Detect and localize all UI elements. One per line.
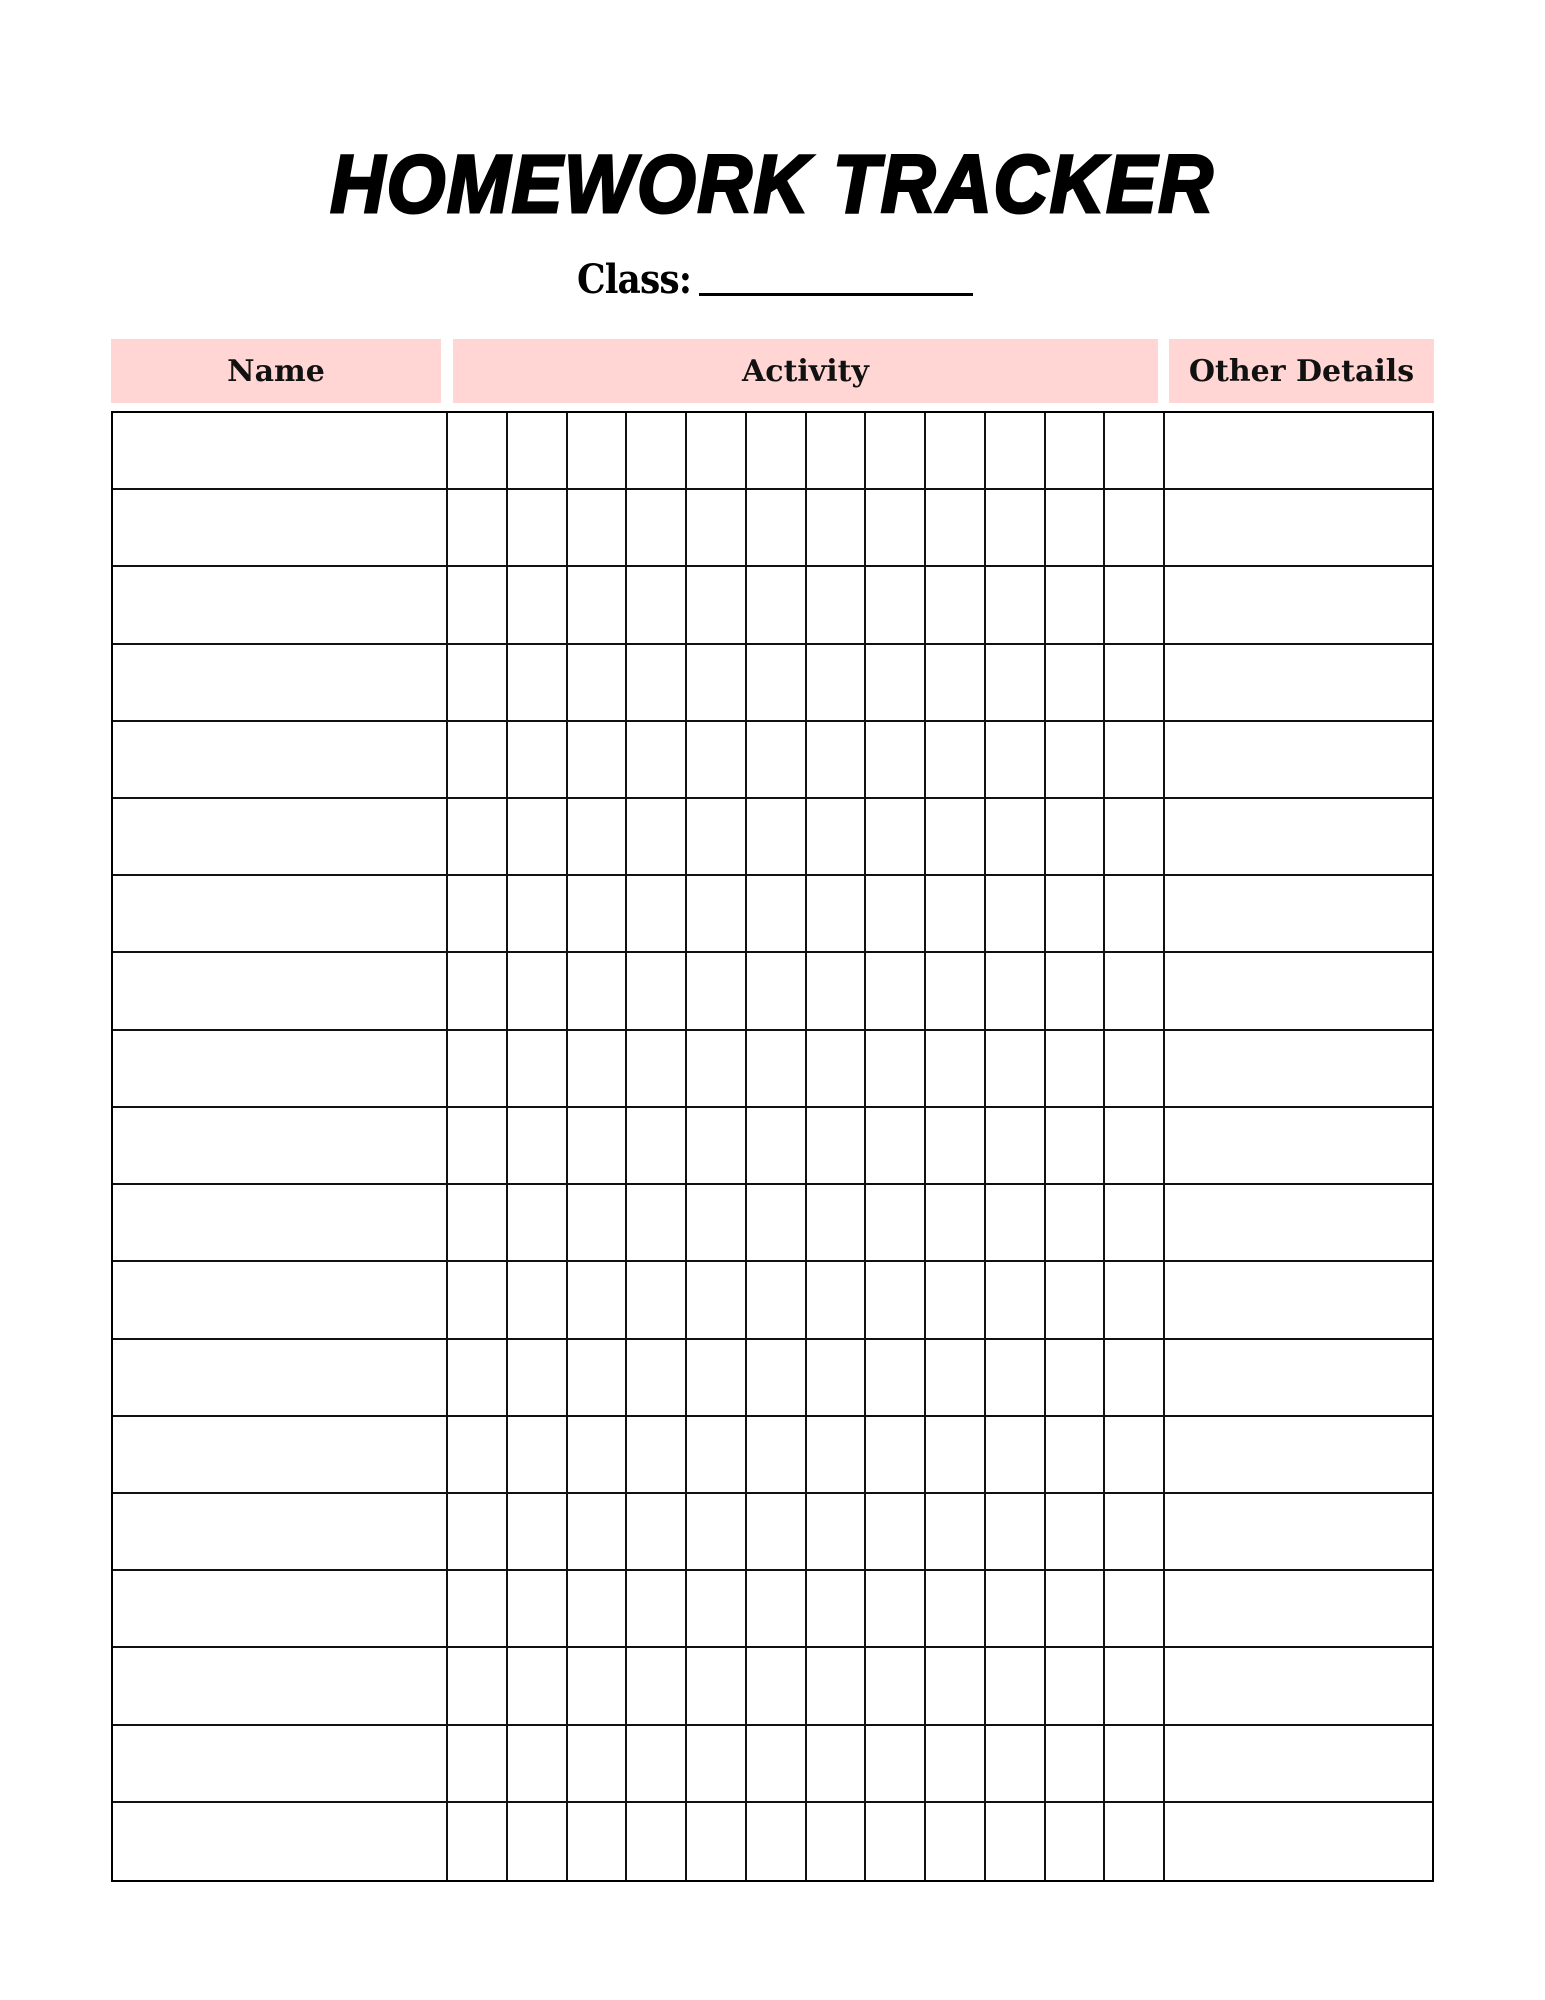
activity-cell[interactable] — [986, 953, 1046, 1030]
activity-cell[interactable] — [627, 722, 687, 799]
activity-cell[interactable] — [1105, 490, 1165, 567]
activity-cell[interactable] — [807, 1262, 867, 1339]
activity-cell[interactable] — [627, 1648, 687, 1725]
activity-cell[interactable] — [627, 1108, 687, 1185]
activity-cell[interactable] — [508, 413, 568, 490]
activity-cell[interactable] — [1105, 645, 1165, 722]
details-cell[interactable] — [1165, 799, 1432, 876]
activity-cell[interactable] — [448, 1108, 508, 1185]
activity-cell[interactable] — [866, 567, 926, 644]
activity-cell[interactable] — [1046, 413, 1106, 490]
activity-cell[interactable] — [986, 1494, 1046, 1571]
activity-cell[interactable] — [807, 1031, 867, 1108]
activity-cell[interactable] — [448, 1494, 508, 1571]
activity-cell[interactable] — [508, 799, 568, 876]
details-cell[interactable] — [1165, 1648, 1432, 1725]
activity-cell[interactable] — [866, 1417, 926, 1494]
name-cell[interactable] — [113, 1803, 448, 1880]
activity-cell[interactable] — [926, 1185, 986, 1262]
name-cell[interactable] — [113, 1262, 448, 1339]
activity-cell[interactable] — [986, 1185, 1046, 1262]
activity-cell[interactable] — [687, 1417, 747, 1494]
activity-cell[interactable] — [1046, 1417, 1106, 1494]
activity-cell[interactable] — [508, 1803, 568, 1880]
activity-cell[interactable] — [687, 722, 747, 799]
activity-cell[interactable] — [1105, 1803, 1165, 1880]
activity-cell[interactable] — [508, 645, 568, 722]
activity-cell[interactable] — [986, 490, 1046, 567]
activity-cell[interactable] — [986, 413, 1046, 490]
activity-cell[interactable] — [747, 645, 807, 722]
activity-cell[interactable] — [1046, 1031, 1106, 1108]
activity-cell[interactable] — [508, 1031, 568, 1108]
activity-cell[interactable] — [926, 722, 986, 799]
activity-cell[interactable] — [926, 1803, 986, 1880]
activity-cell[interactable] — [627, 876, 687, 953]
activity-cell[interactable] — [687, 1571, 747, 1648]
details-cell[interactable] — [1165, 953, 1432, 1030]
activity-cell[interactable] — [866, 1031, 926, 1108]
activity-cell[interactable] — [1105, 1571, 1165, 1648]
activity-cell[interactable] — [687, 1803, 747, 1880]
activity-cell[interactable] — [866, 413, 926, 490]
activity-cell[interactable] — [807, 1571, 867, 1648]
activity-cell[interactable] — [986, 1726, 1046, 1803]
activity-cell[interactable] — [568, 1648, 628, 1725]
name-cell[interactable] — [113, 953, 448, 1030]
activity-cell[interactable] — [448, 1648, 508, 1725]
activity-cell[interactable] — [568, 876, 628, 953]
activity-cell[interactable] — [448, 799, 508, 876]
activity-cell[interactable] — [926, 413, 986, 490]
activity-cell[interactable] — [627, 567, 687, 644]
activity-cell[interactable] — [807, 799, 867, 876]
activity-cell[interactable] — [627, 1803, 687, 1880]
details-cell[interactable] — [1165, 1262, 1432, 1339]
activity-cell[interactable] — [747, 490, 807, 567]
activity-cell[interactable] — [448, 1571, 508, 1648]
activity-cell[interactable] — [508, 953, 568, 1030]
details-cell[interactable] — [1165, 490, 1432, 567]
activity-cell[interactable] — [866, 1340, 926, 1417]
activity-cell[interactable] — [1046, 1262, 1106, 1339]
activity-cell[interactable] — [986, 1108, 1046, 1185]
activity-cell[interactable] — [807, 876, 867, 953]
activity-cell[interactable] — [747, 1031, 807, 1108]
activity-cell[interactable] — [508, 1417, 568, 1494]
activity-cell[interactable] — [807, 413, 867, 490]
activity-cell[interactable] — [747, 1726, 807, 1803]
activity-cell[interactable] — [807, 567, 867, 644]
activity-cell[interactable] — [568, 1031, 628, 1108]
activity-cell[interactable] — [986, 1417, 1046, 1494]
activity-cell[interactable] — [568, 953, 628, 1030]
page-title: HOMEWORK TRACKER — [330, 139, 1215, 230]
details-cell[interactable] — [1165, 645, 1432, 722]
activity-cell[interactable] — [1105, 722, 1165, 799]
activity-cell[interactable] — [568, 413, 628, 490]
activity-cell[interactable] — [448, 1185, 508, 1262]
activity-cell[interactable] — [508, 1648, 568, 1725]
activity-cell[interactable] — [866, 1803, 926, 1880]
activity-cell[interactable] — [568, 567, 628, 644]
activity-cell[interactable] — [866, 645, 926, 722]
activity-cell[interactable] — [926, 1571, 986, 1648]
activity-cell[interactable] — [747, 567, 807, 644]
name-cell[interactable] — [113, 1417, 448, 1494]
activity-cell[interactable] — [926, 645, 986, 722]
activity-cell[interactable] — [1046, 876, 1106, 953]
activity-cell[interactable] — [926, 1262, 986, 1339]
activity-cell[interactable] — [508, 1262, 568, 1339]
name-cell[interactable] — [113, 799, 448, 876]
activity-cell[interactable] — [986, 1648, 1046, 1725]
activity-cell[interactable] — [1046, 1185, 1106, 1262]
activity-cell[interactable] — [448, 722, 508, 799]
activity-cell[interactable] — [568, 490, 628, 567]
activity-cell[interactable] — [687, 953, 747, 1030]
activity-cell[interactable] — [448, 1726, 508, 1803]
activity-cell[interactable] — [687, 1031, 747, 1108]
activity-cell[interactable] — [687, 1340, 747, 1417]
name-cell[interactable] — [113, 1494, 448, 1571]
activity-cell[interactable] — [687, 1494, 747, 1571]
activity-cell[interactable] — [866, 876, 926, 953]
details-cell[interactable] — [1165, 876, 1432, 953]
activity-cell[interactable] — [926, 799, 986, 876]
activity-cell[interactable] — [627, 645, 687, 722]
activity-cell[interactable] — [687, 1648, 747, 1725]
activity-cell[interactable] — [986, 1031, 1046, 1108]
name-cell[interactable] — [113, 645, 448, 722]
activity-cell[interactable] — [986, 567, 1046, 644]
activity-cell[interactable] — [1046, 1340, 1106, 1417]
details-cell[interactable] — [1165, 1726, 1432, 1803]
activity-cell[interactable] — [627, 1571, 687, 1648]
activity-cell[interactable] — [1046, 1803, 1106, 1880]
details-cell[interactable] — [1165, 567, 1432, 644]
activity-cell[interactable] — [747, 1494, 807, 1571]
activity-cell[interactable] — [1046, 799, 1106, 876]
activity-cell[interactable] — [568, 1262, 628, 1339]
activity-cell[interactable] — [1105, 1031, 1165, 1108]
activity-cell[interactable] — [747, 1571, 807, 1648]
activity-cell[interactable] — [747, 1108, 807, 1185]
activity-cell[interactable] — [568, 1803, 628, 1880]
activity-cell[interactable] — [448, 876, 508, 953]
activity-cell[interactable] — [448, 567, 508, 644]
activity-cell[interactable] — [986, 876, 1046, 953]
activity-cell[interactable] — [508, 1108, 568, 1185]
activity-cell[interactable] — [866, 953, 926, 1030]
name-cell[interactable] — [113, 1571, 448, 1648]
activity-cell[interactable] — [508, 490, 568, 567]
activity-cell[interactable] — [747, 1262, 807, 1339]
activity-cell[interactable] — [448, 1803, 508, 1880]
activity-cell[interactable] — [687, 1262, 747, 1339]
details-cell[interactable] — [1165, 1494, 1432, 1571]
activity-cell[interactable] — [508, 1340, 568, 1417]
activity-cell[interactable] — [687, 876, 747, 953]
activity-cell[interactable] — [1046, 722, 1106, 799]
activity-cell[interactable] — [807, 1417, 867, 1494]
activity-cell[interactable] — [627, 1262, 687, 1339]
activity-cell[interactable] — [866, 722, 926, 799]
activity-cell[interactable] — [508, 567, 568, 644]
activity-cell[interactable] — [807, 1648, 867, 1725]
activity-cell[interactable] — [508, 876, 568, 953]
activity-cell[interactable] — [448, 1031, 508, 1108]
activity-cell[interactable] — [1105, 1262, 1165, 1339]
activity-cell[interactable] — [508, 722, 568, 799]
activity-cell[interactable] — [508, 1726, 568, 1803]
activity-cell[interactable] — [1105, 953, 1165, 1030]
activity-cell[interactable] — [568, 1726, 628, 1803]
activity-cell[interactable] — [926, 1417, 986, 1494]
activity-cell[interactable] — [807, 1726, 867, 1803]
name-cell[interactable] — [113, 567, 448, 644]
activity-cell[interactable] — [627, 1417, 687, 1494]
activity-cell[interactable] — [866, 1262, 926, 1339]
activity-cell[interactable] — [687, 1726, 747, 1803]
activity-cell[interactable] — [866, 490, 926, 567]
activity-cell[interactable] — [687, 490, 747, 567]
tracker-table — [111, 411, 1434, 1882]
header-activity: Activity — [453, 339, 1158, 403]
activity-cell[interactable] — [448, 490, 508, 567]
activity-cell[interactable] — [986, 722, 1046, 799]
activity-cell[interactable] — [568, 722, 628, 799]
name-cell[interactable] — [113, 413, 448, 490]
activity-cell[interactable] — [1105, 1417, 1165, 1494]
activity-cell[interactable] — [986, 645, 1046, 722]
activity-cell[interactable] — [627, 1185, 687, 1262]
activity-cell[interactable] — [627, 1494, 687, 1571]
activity-cell[interactable] — [866, 1726, 926, 1803]
details-cell[interactable] — [1165, 1417, 1432, 1494]
activity-cell[interactable] — [448, 413, 508, 490]
name-cell[interactable] — [113, 722, 448, 799]
activity-cell[interactable] — [1046, 1726, 1106, 1803]
activity-cell[interactable] — [687, 645, 747, 722]
activity-cell[interactable] — [747, 413, 807, 490]
details-cell[interactable] — [1165, 1803, 1432, 1880]
activity-cell[interactable] — [687, 1185, 747, 1262]
activity-cell[interactable] — [986, 1803, 1046, 1880]
activity-cell[interactable] — [568, 1340, 628, 1417]
activity-cell[interactable] — [926, 490, 986, 567]
activity-cell[interactable] — [627, 1726, 687, 1803]
activity-cell[interactable] — [807, 645, 867, 722]
class-field — [577, 252, 973, 304]
activity-cell[interactable] — [747, 953, 807, 1030]
activity-cell[interactable] — [926, 1494, 986, 1571]
activity-cell[interactable] — [926, 1340, 986, 1417]
activity-cell[interactable] — [568, 1185, 628, 1262]
activity-cell[interactable] — [448, 1417, 508, 1494]
activity-cell[interactable] — [1046, 1108, 1106, 1185]
activity-cell[interactable] — [1105, 567, 1165, 644]
name-cell[interactable] — [113, 1726, 448, 1803]
details-cell[interactable] — [1165, 1185, 1432, 1262]
activity-cell[interactable] — [448, 1340, 508, 1417]
activity-cell[interactable] — [807, 1803, 867, 1880]
activity-cell[interactable] — [1105, 1185, 1165, 1262]
activity-cell[interactable] — [627, 490, 687, 567]
activity-cell[interactable] — [807, 1340, 867, 1417]
activity-cell[interactable] — [1105, 876, 1165, 953]
name-cell[interactable] — [113, 1108, 448, 1185]
activity-cell[interactable] — [1105, 1108, 1165, 1185]
activity-cell[interactable] — [568, 1417, 628, 1494]
activity-cell[interactable] — [1046, 645, 1106, 722]
activity-cell[interactable] — [807, 1494, 867, 1571]
activity-cell[interactable] — [866, 1648, 926, 1725]
activity-cell[interactable] — [1105, 799, 1165, 876]
activity-cell[interactable] — [986, 1262, 1046, 1339]
name-cell[interactable] — [113, 1340, 448, 1417]
activity-cell[interactable] — [747, 876, 807, 953]
activity-cell[interactable] — [866, 1185, 926, 1262]
class-input[interactable] — [699, 293, 973, 296]
activity-cell[interactable] — [1046, 1494, 1106, 1571]
activity-cell[interactable] — [627, 799, 687, 876]
details-cell[interactable] — [1165, 1571, 1432, 1648]
activity-cell[interactable] — [568, 645, 628, 722]
activity-cell[interactable] — [508, 1185, 568, 1262]
activity-cell[interactable] — [747, 799, 807, 876]
activity-cell[interactable] — [1046, 490, 1106, 567]
activity-cell[interactable] — [627, 1340, 687, 1417]
activity-cell[interactable] — [926, 876, 986, 953]
activity-cell[interactable] — [747, 1185, 807, 1262]
activity-cell[interactable] — [986, 799, 1046, 876]
activity-cell[interactable] — [1105, 1648, 1165, 1725]
activity-cell[interactable] — [747, 1417, 807, 1494]
activity-cell[interactable] — [1105, 413, 1165, 490]
name-cell[interactable] — [113, 490, 448, 567]
activity-cell[interactable] — [986, 1340, 1046, 1417]
activity-cell[interactable] — [926, 1726, 986, 1803]
activity-cell[interactable] — [1046, 1571, 1106, 1648]
activity-cell[interactable] — [866, 799, 926, 876]
activity-cell[interactable] — [747, 1340, 807, 1417]
activity-cell[interactable] — [747, 722, 807, 799]
activity-cell[interactable] — [866, 1571, 926, 1648]
activity-cell[interactable] — [926, 1648, 986, 1725]
activity-cell[interactable] — [986, 1571, 1046, 1648]
details-cell[interactable] — [1165, 1108, 1432, 1185]
activity-cell[interactable] — [926, 567, 986, 644]
activity-cell[interactable] — [1105, 1494, 1165, 1571]
activity-cell[interactable] — [627, 413, 687, 490]
activity-cell[interactable] — [807, 1185, 867, 1262]
activity-cell[interactable] — [807, 1108, 867, 1185]
activity-cell[interactable] — [926, 1108, 986, 1185]
activity-cell[interactable] — [687, 567, 747, 644]
activity-cell[interactable] — [807, 490, 867, 567]
activity-cell[interactable] — [807, 722, 867, 799]
details-cell[interactable] — [1165, 1340, 1432, 1417]
activity-cell[interactable] — [568, 1571, 628, 1648]
name-cell[interactable] — [113, 1031, 448, 1108]
activity-cell[interactable] — [627, 953, 687, 1030]
header-name: Name — [111, 339, 441, 403]
details-cell[interactable] — [1165, 722, 1432, 799]
details-cell[interactable] — [1165, 413, 1432, 490]
activity-cell[interactable] — [1046, 953, 1106, 1030]
activity-cell[interactable] — [747, 1648, 807, 1725]
activity-cell[interactable] — [508, 1571, 568, 1648]
activity-cell[interactable] — [448, 645, 508, 722]
activity-cell[interactable] — [687, 1108, 747, 1185]
activity-cell[interactable] — [627, 1031, 687, 1108]
class-label: Class: — [577, 256, 692, 303]
header-other-details: Other Details — [1169, 339, 1434, 403]
activity-cell[interactable] — [687, 799, 747, 876]
activity-cell[interactable] — [1046, 1648, 1106, 1725]
name-cell[interactable] — [113, 1185, 448, 1262]
name-cell[interactable] — [113, 1648, 448, 1725]
activity-cell[interactable] — [866, 1108, 926, 1185]
activity-cell[interactable] — [747, 1803, 807, 1880]
activity-cell[interactable] — [448, 1262, 508, 1339]
details-cell[interactable] — [1165, 1031, 1432, 1108]
activity-cell[interactable] — [568, 1494, 628, 1571]
activity-cell[interactable] — [508, 1494, 568, 1571]
activity-cell[interactable] — [1105, 1340, 1165, 1417]
name-cell[interactable] — [113, 876, 448, 953]
activity-cell[interactable] — [1046, 567, 1106, 644]
activity-cell[interactable] — [926, 1031, 986, 1108]
activity-cell[interactable] — [568, 799, 628, 876]
activity-cell[interactable] — [1105, 1726, 1165, 1803]
activity-cell[interactable] — [926, 953, 986, 1030]
activity-cell[interactable] — [568, 1108, 628, 1185]
activity-cell[interactable] — [866, 1494, 926, 1571]
activity-cell[interactable] — [448, 953, 508, 1030]
activity-cell[interactable] — [807, 953, 867, 1030]
activity-cell[interactable] — [687, 413, 747, 490]
